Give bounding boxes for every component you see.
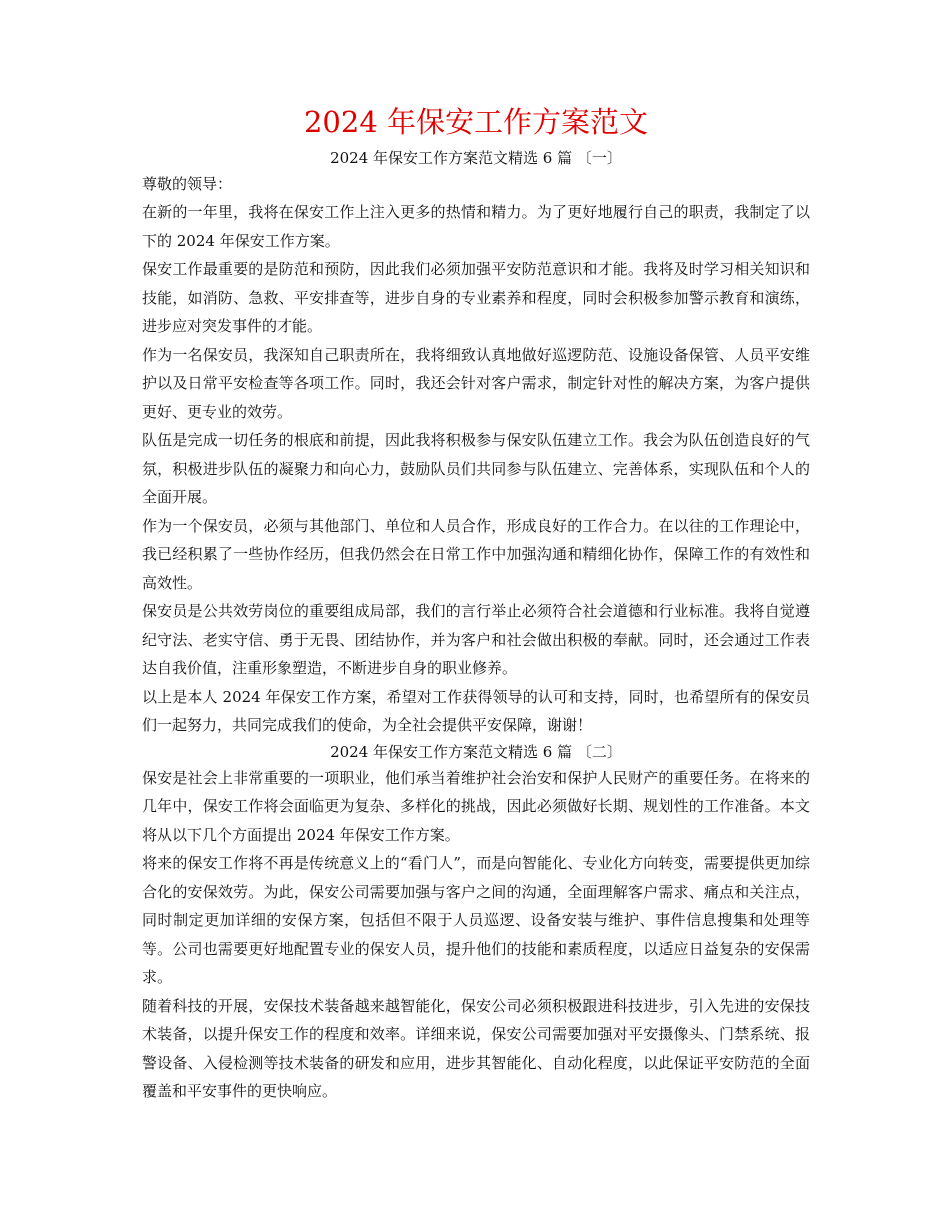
document-page <box>142 100 810 1106</box>
paragraph: 保安员是公共效劳岗位的重要组成局部，我们的言行举止必须符合社会道德和行业标准。我将自觉遵纪守法、老实守信、勇于无畏、团结协作，并为客户和社会做出积极的奉献。同时，还会通过工作表达自我价值，注重形象塑造，不断进步自身的职业修养。 <box>142 602 810 677</box>
document-title: 2024 年保安工作方案范文 <box>303 105 649 139</box>
paragraph: 保安是社会上非常重要的一项职业，他们承当着维护社会治安和保护人民财产的重要任务。在将来的几年中，保安工作将会面临更为复杂、多样化的挑战，因此必须做好长期、规划性的工作准备。本文将从以下几个方面提出 2024 年保安工作方案。 <box>142 768 810 844</box>
section-heading: 2024 年保安工作方案范文精选 6 篇 〔一〕 <box>330 149 622 167</box>
paragraph: 作为一名保安员，我深知自己职责所在，我将细致认真地做好巡逻防范、设施设备保管、人员平安维护以及日常平安检查等各项工作。同时，我还会针对客户需求，制定针对性的解决方案，为客户提供更好、更专业的效劳。 <box>142 345 810 421</box>
paragraph: 以上是本人 2024 年保安工作方案，希望对工作获得领导的认可和支持，同时，也希望所有的保安员们一起努力，共同完成我们的使命，为全社会提供平安保障，谢谢！ <box>142 687 810 734</box>
paragraph: 在新的一年里，我将在保安工作上注入更多的热情和精力。为了更好地履行自己的职责，我制定了以下的 2024 年保安工作方案。 <box>142 203 810 250</box>
paragraph: 作为一个保安员，必须与其他部门、单位和人员合作，形成良好的工作合力。在以往的工作理论中，我已经积累了一些协作经历，但我仍然会在日常工作中加强沟通和精细化协作，保障工作的有效性和高效性。 <box>142 516 810 592</box>
salutation: 尊敬的领导： <box>142 175 233 193</box>
paragraph: 保安工作最重要的是防范和预防，因此我们必须加强平安防范意识和才能。我将及时学习相关知识和技能，如消防、急救、平安排查等，进步自身的专业素养和程度，同时会积极参加警示教育和演练，进步应对突发事件的才能。 <box>142 260 810 335</box>
section-2 <box>142 740 810 1106</box>
paragraph: 将来的保安工作将不再是传统意义上的“看门人”，而是向智能化、专业化方向转变，需要提供更加综合化的安保效劳。为此，保安公司需要加强与客户之间的沟通，全面理解客户需求、痛点和关注点，同时制定更加详细的安保方案，包括但不限于人员巡逻、设备安装与维护、事件信息搜集和处理等等。公司也需要更好地配置专业的保安人员，提升他们的技能和素质程度，以适应日益复杂的安保需求。 <box>142 854 810 986</box>
section-1 <box>142 146 810 740</box>
paragraph: 随着科技的开展，安保技术装备越来越智能化，保安公司必须积极跟进科技进步，引入先进的安保技术装备，以提升保安工作的程度和效率。详细来说，保安公司需要加强对平安摄像头、门禁系统、报警设备、入侵检测等技术装备的研发和应用，进步其智能化、自动化程度，以此保证平安防范的全面覆盖和平安事件的更快响应。 <box>142 996 810 1100</box>
section-heading: 2024 年保安工作方案范文精选 6 篇 〔二〕 <box>330 742 622 761</box>
paragraph: 队伍是完成一切任务的根底和前提，因此我将积极参与保安队伍建立工作。我会为队伍创造良好的气氛，积极进步队伍的凝聚力和向心力，鼓励队员们共同参与队伍建立、完善体系，实现队伍和个人的全面开展。 <box>142 431 810 506</box>
